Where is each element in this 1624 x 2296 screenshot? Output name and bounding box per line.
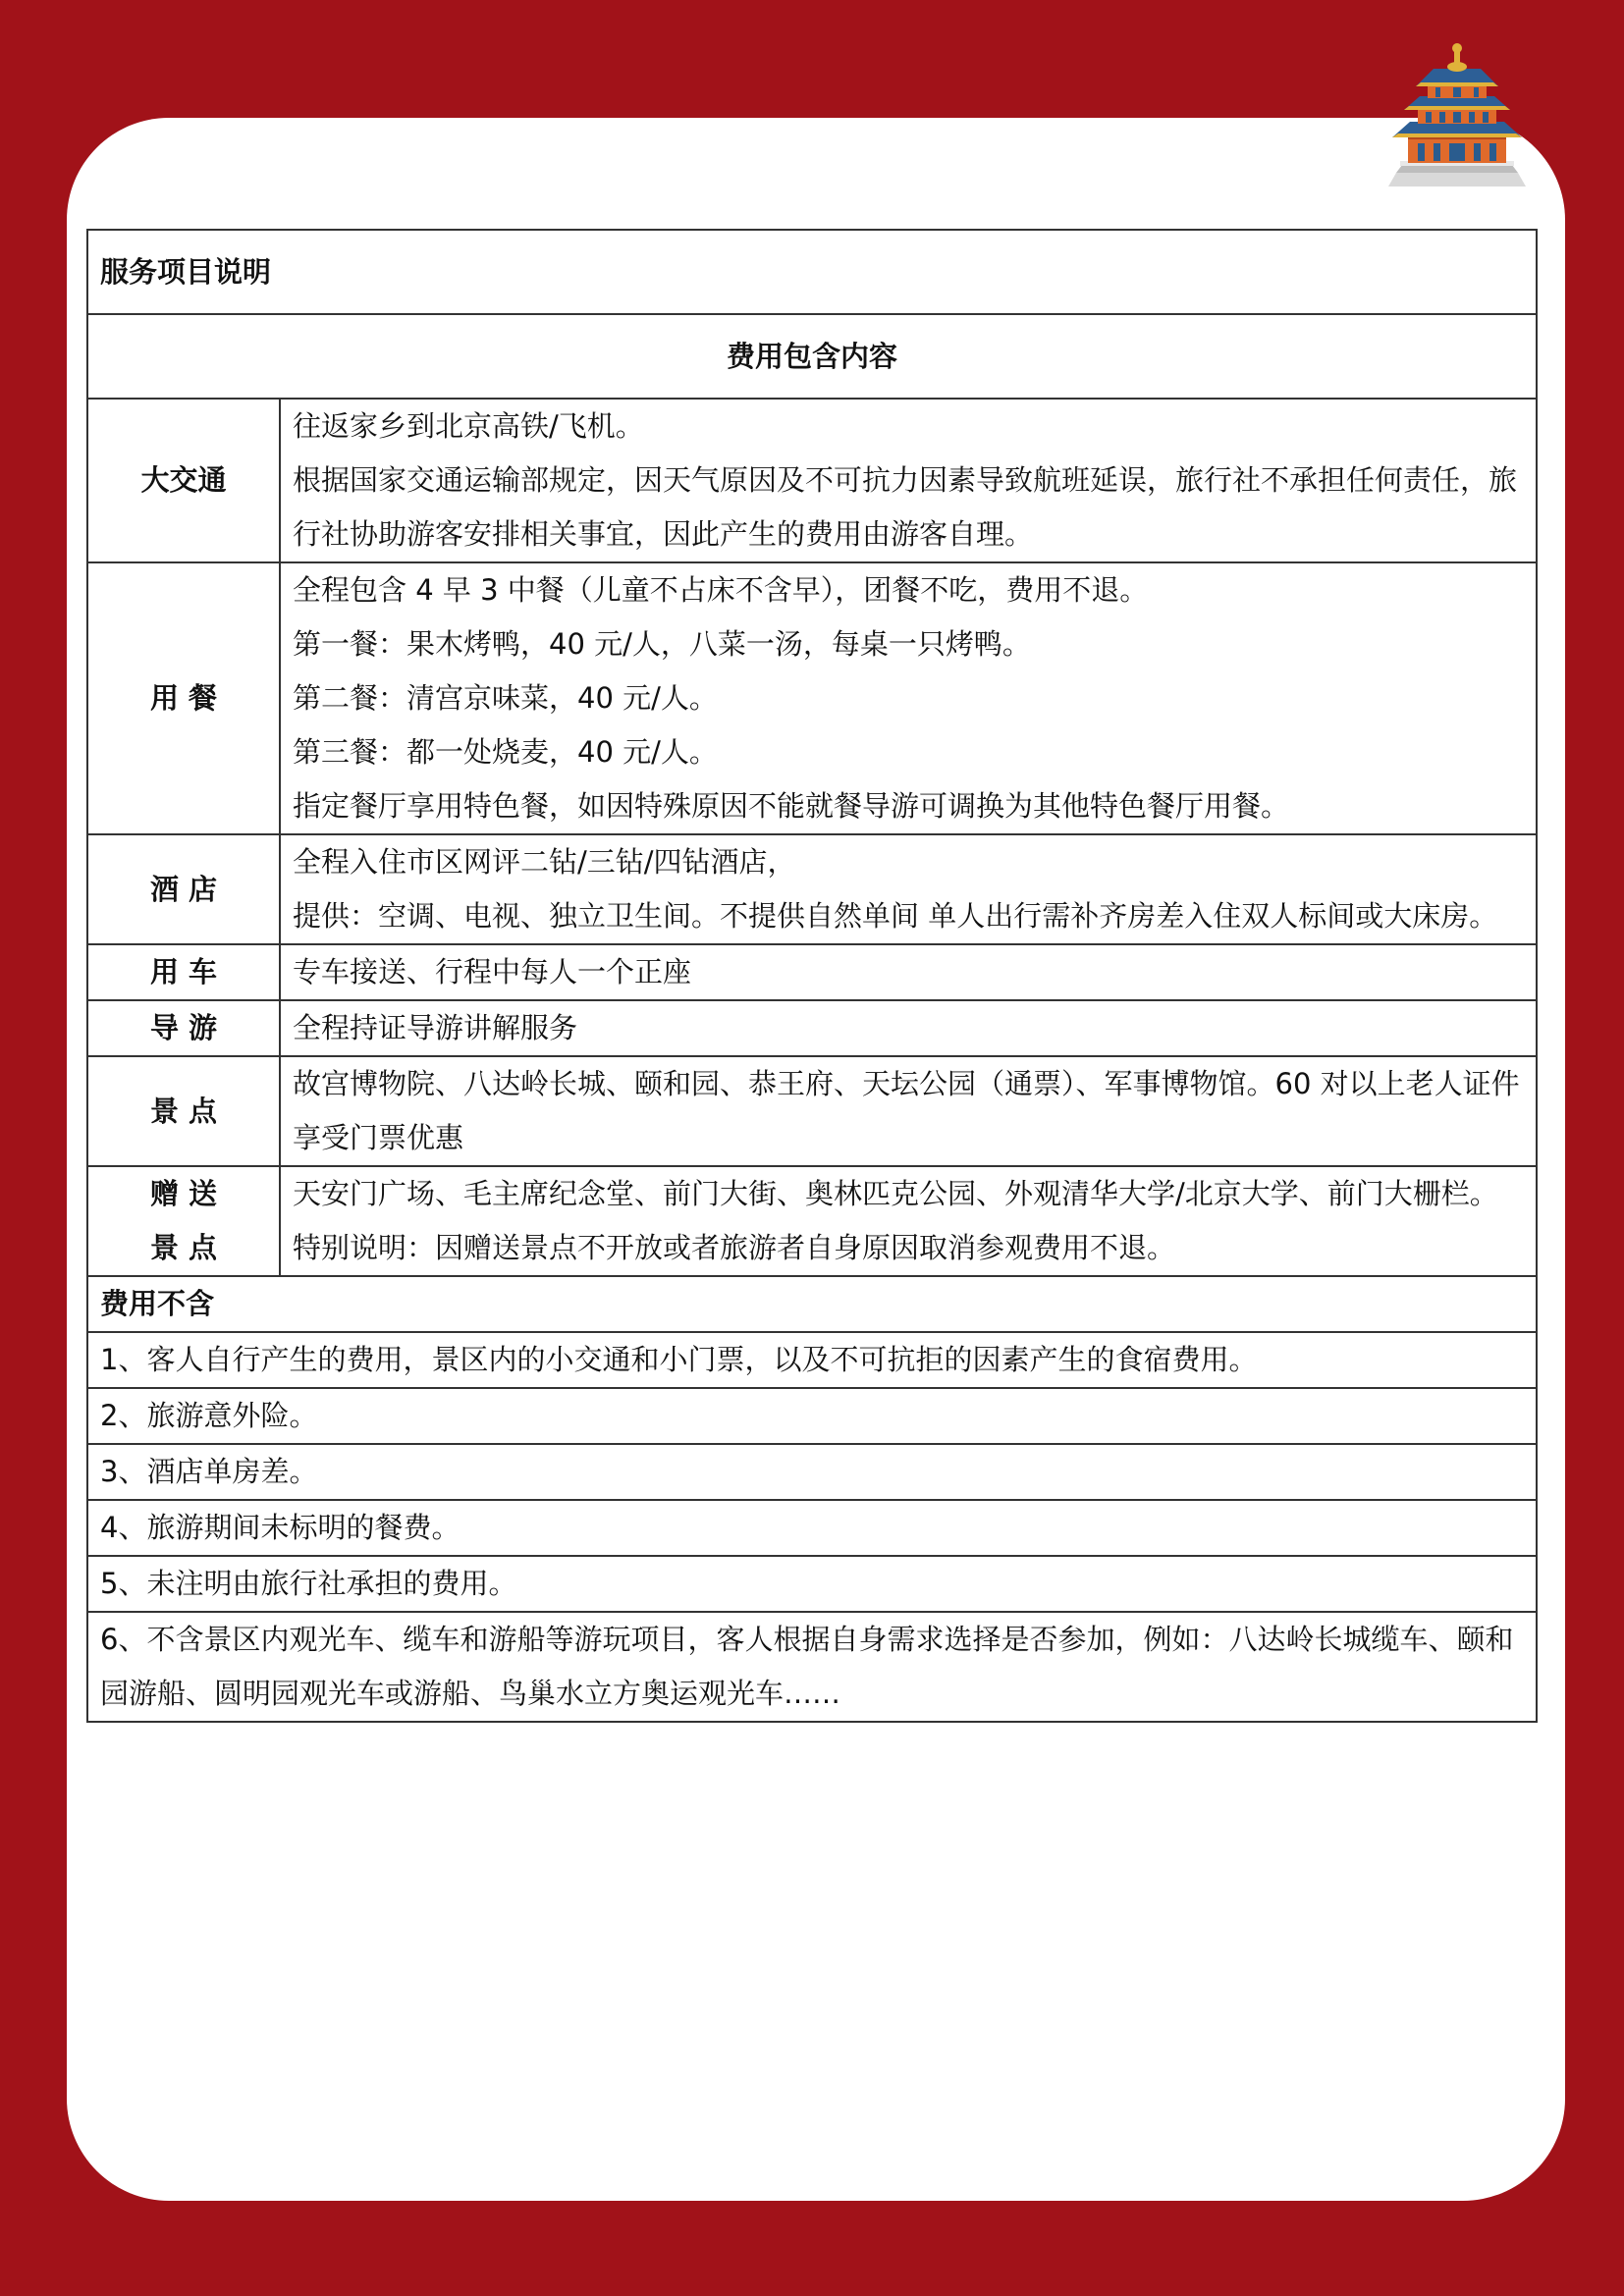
row-label: 大交通 [87, 399, 280, 562]
service-table [86, 229, 1538, 1723]
row-label: 导 游 [87, 1000, 280, 1056]
row-label-line: 景 点 [149, 1231, 218, 1264]
list-item [87, 1612, 1537, 1722]
row-content [280, 399, 1537, 562]
table-row [87, 1166, 1537, 1276]
row-content [280, 834, 1537, 944]
row-label [87, 1166, 280, 1276]
row-content [280, 944, 1537, 1000]
table-row [87, 1000, 1537, 1056]
excluded-item: 2、旅游意外险。 [87, 1388, 1537, 1444]
table-row [87, 834, 1537, 944]
content-line: 专车接送、行程中每人一个正座 [293, 955, 692, 988]
row-label: 景 点 [87, 1056, 280, 1166]
excluded-item: 3、酒店单房差。 [87, 1444, 1537, 1500]
included-header: 费用包含内容 [87, 314, 1537, 399]
table-row [87, 1056, 1537, 1166]
list-item [87, 1556, 1537, 1612]
content-line: 提供：空调、电视、独立卫生间。不提供自然单间 单人出行需补齐房差入住双人标间或大床房。 [293, 899, 1498, 933]
content-line: 第一餐：果木烤鸭，40 元/人，八菜一汤，每桌一只烤鸭。 [293, 627, 1031, 661]
row-content [280, 562, 1537, 834]
row-content [280, 1166, 1537, 1276]
content-line: 第三餐：都一处烧麦，40 元/人。 [293, 735, 718, 769]
list-item [87, 1444, 1537, 1500]
excluded-item: 4、旅游期间未标明的餐费。 [87, 1500, 1537, 1556]
excluded-title: 费用不含 [87, 1276, 1537, 1332]
content-line: 根据国家交通运输部规定，因天气原因及不可抗力因素导致航班延误，旅行社不承担任何责任，旅行社协助游客安排相关事宜，因此产生的费用由游客自理。 [293, 463, 1518, 551]
content-line: 天安门广场、毛主席纪念堂、前门大街、奥林匹克公园、外观清华大学/北京大学、前门大栅栏。 [293, 1177, 1498, 1210]
content-line: 特别说明：因赠送景点不开放或者旅游者自身原因取消参观费用不退。 [293, 1231, 1176, 1264]
content-line: 第二餐：清宫京味菜，40 元/人。 [293, 681, 718, 715]
table-row [87, 399, 1537, 562]
content-line: 全程包含 4 早 3 中餐（儿童不占床不含早），团餐不吃，费用不退。 [293, 573, 1149, 607]
table-row [87, 944, 1537, 1000]
row-content [280, 1000, 1537, 1056]
table-row [87, 562, 1537, 834]
row-label-line: 赠 送 [149, 1177, 218, 1210]
temple-of-heaven-icon [1379, 39, 1536, 196]
content-line: 故宫博物院、八达岭长城、颐和园、恭王府、天坛公园（通票）、军事博物馆。60 对以上老人证件享受门票优惠 [293, 1067, 1520, 1154]
section-title: 服务项目说明 [87, 230, 1537, 314]
content-line: 往返家乡到北京高铁/飞机。 [293, 409, 644, 443]
content-line: 全程持证导游讲解服务 [293, 1011, 578, 1044]
list-item [87, 1500, 1537, 1556]
row-content [280, 1056, 1537, 1166]
list-item [87, 1332, 1537, 1388]
row-label: 用 车 [87, 944, 280, 1000]
content-line: 指定餐厅享用特色餐，如因特殊原因不能就餐导游可调换为其他特色餐厅用餐。 [293, 789, 1290, 823]
row-label: 用 餐 [87, 562, 280, 834]
content-line: 全程入住市区网评二钻/三钻/四钻酒店， [293, 845, 796, 879]
excluded-item: 1、客人自行产生的费用，景区内的小交通和小门票，以及不可抗拒的因素产生的食宿费用。 [87, 1332, 1537, 1388]
excluded-item: 6、不含景区内观光车、缆车和游船等游玩项目，客人根据自身需求选择是否参加，例如：八达岭长城缆车、颐和园游船、圆明园观光车或游船、鸟巢水立方奥运观光车…… [87, 1612, 1537, 1722]
list-item [87, 1388, 1537, 1444]
excluded-item: 5、未注明由旅行社承担的费用。 [87, 1556, 1537, 1612]
row-label: 酒 店 [87, 834, 280, 944]
